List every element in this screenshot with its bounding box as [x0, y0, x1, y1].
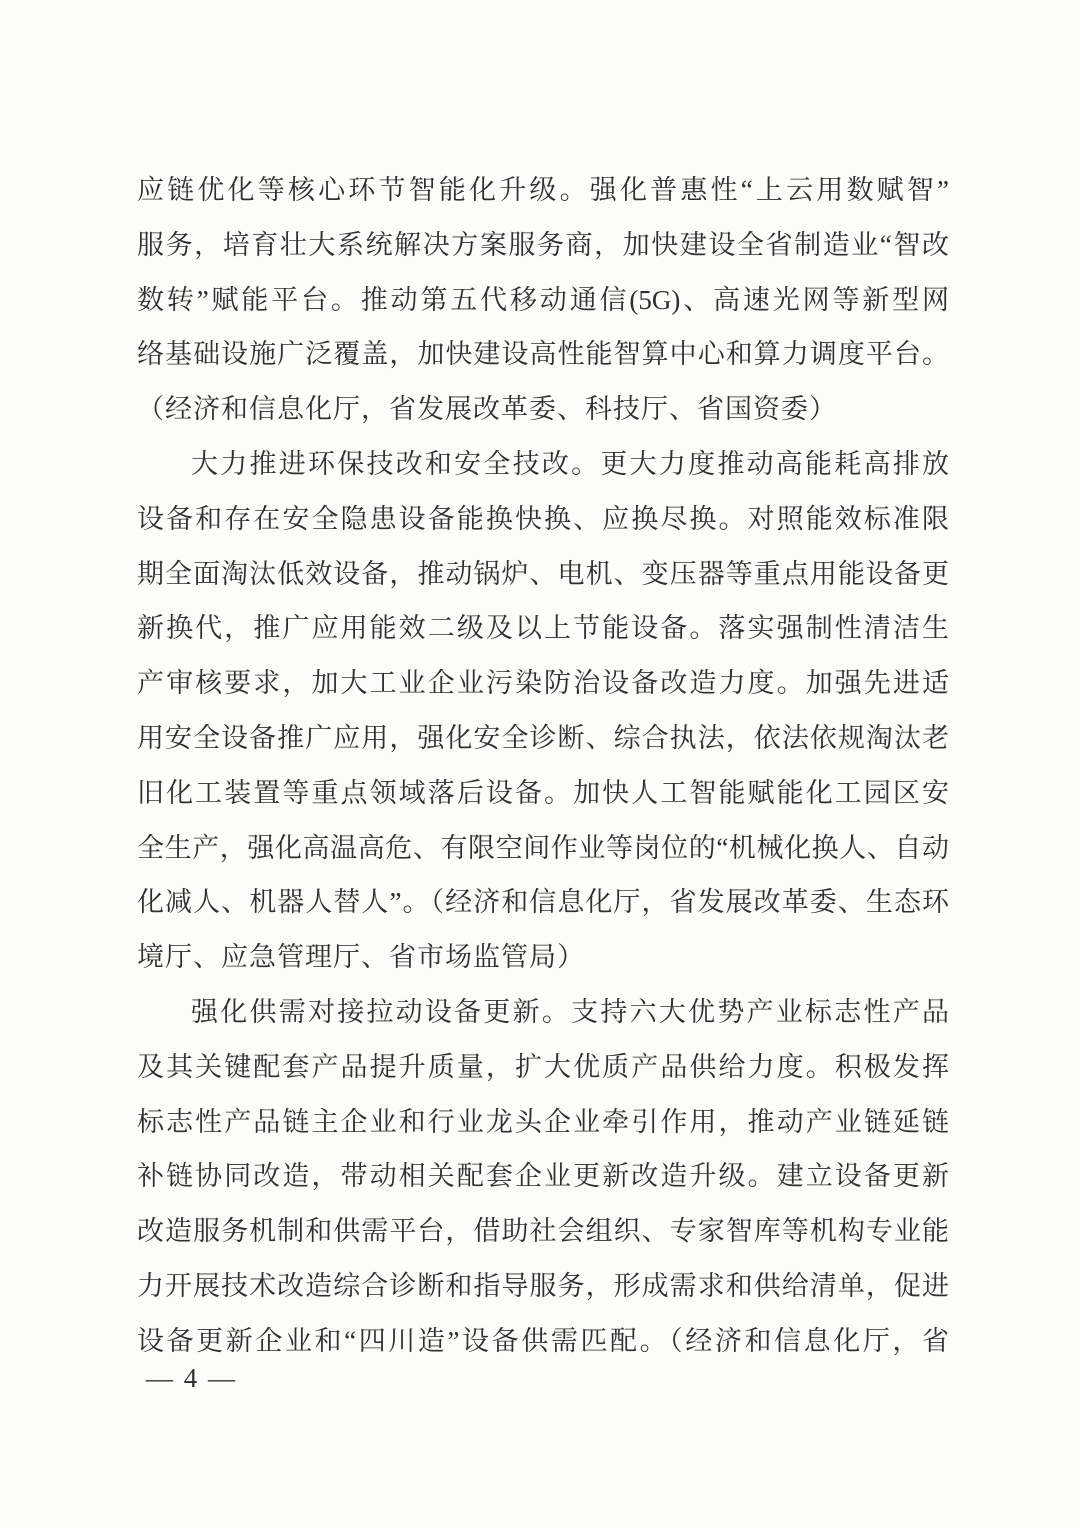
text-line: 设备更新企业和“四川造”设备供需匹配。（经济和信息化厅，省 [137, 1325, 949, 1356]
text-line: 用安全设备推广应用，强化安全诊断、综合执法，依法依规淘汰老 [137, 722, 949, 753]
text-line: 新换代，推广应用能效二级及以上节能设备。落实强制性清洁生 [137, 613, 949, 644]
text-line: 强化供需对接拉动设备更新。支持六大优势产业标志性产品 [191, 996, 949, 1027]
text-line: 旧化工装置等重点领域落后设备。加快人工智能赋能化工园区安 [137, 777, 949, 808]
text-line: 境厅、应急管理厅、省市场监管局） [137, 942, 585, 973]
document-body [137, 163, 949, 1369]
paragraph-env-safety-retrofit [137, 437, 949, 985]
text-line: 补链协同改造，带动相关配套企业更新改造升级。建立设备更新 [137, 1161, 949, 1192]
paragraph-digital-upgrade [137, 163, 949, 437]
text-line: 及其关键配套产品提升质量，扩大优质产品供给力度。积极发挥 [137, 1051, 949, 1082]
text-line: 力开展技术改造综合诊断和指导服务，形成需求和供给清单，促进 [137, 1270, 949, 1301]
text-line: 服务，培育壮大系统解决方案服务商，加快建设全省制造业“智改 [137, 229, 949, 260]
text-line: 产审核要求，加大工业企业污染防治设备改造力度。加强先进适 [137, 668, 949, 699]
page-number: — 4 — [146, 1363, 237, 1393]
text-line: 应链优化等核心环节智能化升级。强化普惠性“上云用数赋智” [137, 175, 949, 205]
text-line: 改造服务机制和供需平台，借助社会组织、专家智库等机构专业能 [137, 1216, 949, 1247]
text-line: 大力推进环保技改和安全技改。更大力度推动高能耗高排放 [191, 448, 949, 479]
text-line: 设备和存在安全隐患设备能换快换、应换尽换。对照能效标准限 [137, 503, 949, 534]
paragraph-supply-demand-matching [137, 985, 949, 1369]
text-line: 数转”赋能平台。推动第五代移动通信(5G)、高速光网等新型网 [137, 284, 949, 315]
text-line: 全生产，强化高温高危、有限空间作业等岗位的“机械化换人、自动 [137, 832, 949, 863]
text-line: 络基础设施广泛覆盖，加快建设高性能智算中心和算力调度平台。 [137, 339, 949, 370]
text-line: 期全面淘汰低效设备，推动锅炉、电机、变压器等重点用能设备更 [137, 558, 949, 589]
text-line: 化减人、机器人替人”。（经济和信息化厅，省发展改革委、生态环 [137, 887, 949, 918]
text-line: （经济和信息化厅，省发展改革委、科技厅、省国资委） [137, 394, 837, 425]
text-line: 标志性产品链主企业和行业龙头企业牵引作用，推动产业链延链 [137, 1106, 949, 1137]
